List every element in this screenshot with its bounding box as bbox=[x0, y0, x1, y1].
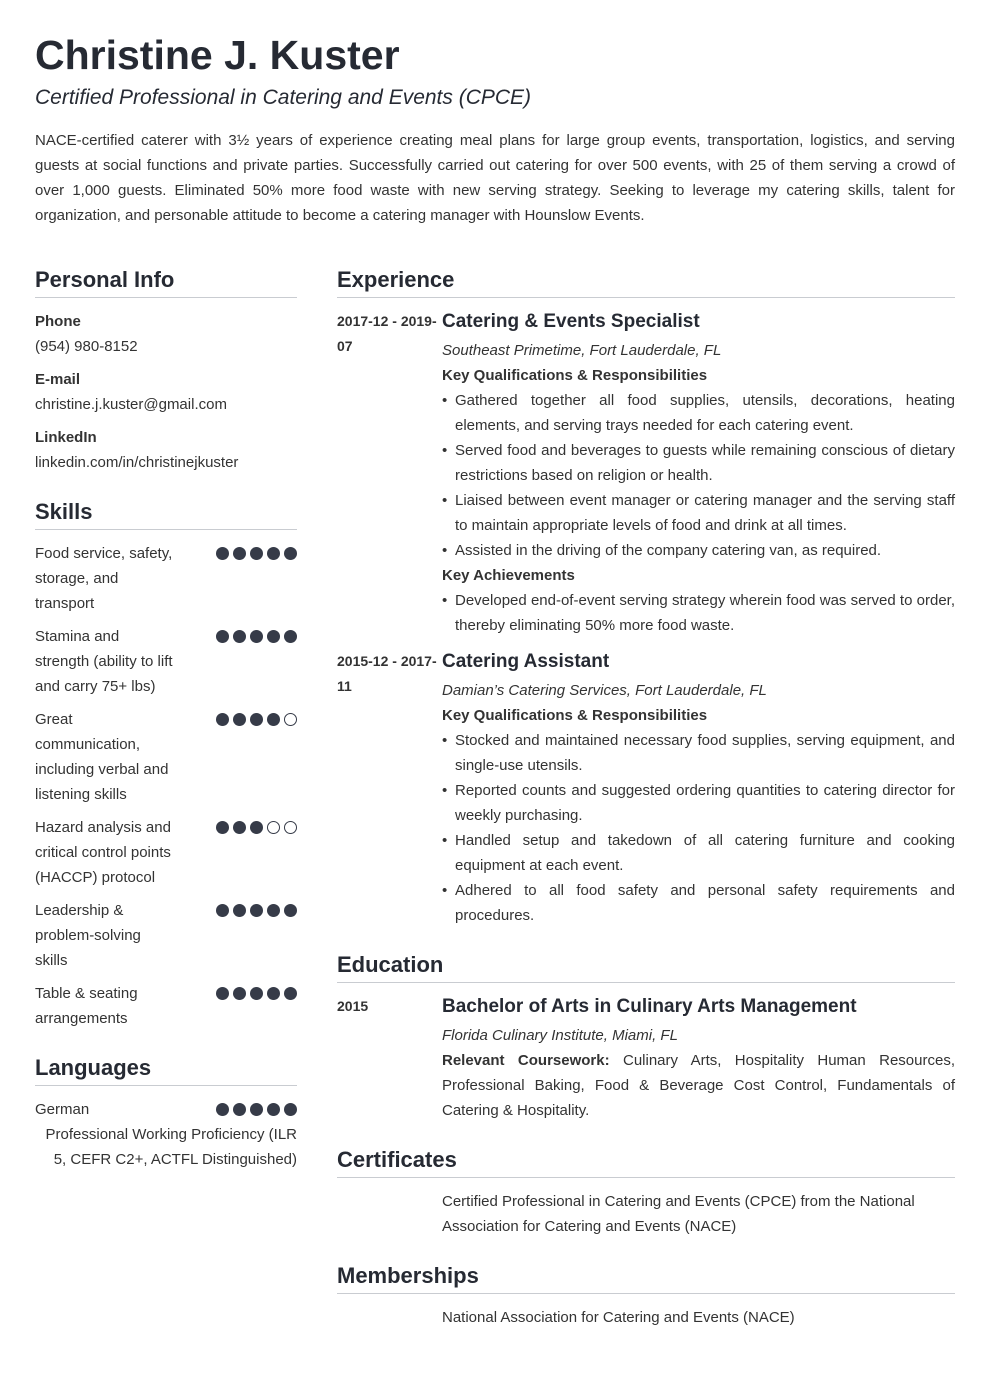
skill-item bbox=[35, 815, 297, 890]
filled-dot-icon bbox=[284, 547, 297, 560]
info-value: linkedin.com/in/christinejkuster bbox=[35, 454, 239, 471]
membership: National Association for Catering and Events (NACE) bbox=[442, 1309, 795, 1326]
personal-info-section bbox=[35, 265, 297, 475]
coursework-label: Relevant Coursework: bbox=[442, 1052, 610, 1069]
filled-dot-icon bbox=[250, 904, 263, 917]
filled-dot-icon bbox=[216, 713, 229, 726]
rating-dots bbox=[216, 541, 297, 561]
section-heading: Personal Info bbox=[35, 265, 297, 298]
filled-dot-icon bbox=[250, 547, 263, 560]
info-value: (954) 980-8152 bbox=[35, 338, 138, 355]
bullet-item: • Served food and beverages to guests while remaining conscious of dietary restrictions based on religion or health. bbox=[442, 438, 955, 488]
memberships-section bbox=[337, 1261, 955, 1330]
summary: NACE-certified caterer with 3½ years of experience creating meal plans for large group events, transportation, logistics, and serving guests at social functions and private parties. Successfully carried out catering for over 500 events, with 25 of them serving a crowd of over 1,000 guests. Eliminated 50% more food waste with new serving strategy. Seeking to leverage my catering skills, talent for organization, and personable attitude to become a catering manager with Hounslow Events. bbox=[35, 132, 955, 224]
bullet-item: • Developed end-of-event serving strategy wherein food was served to order, thereby eliminating 50% more food waste. bbox=[442, 588, 955, 638]
skill-item bbox=[35, 541, 297, 616]
degree: Bachelor of Arts in Culinary Arts Management bbox=[442, 996, 857, 1017]
filled-dot-icon bbox=[233, 713, 246, 726]
subheading: Key Qualifications & Responsibilities bbox=[442, 367, 708, 384]
filled-dot-icon bbox=[250, 630, 263, 643]
skill-name: Table & seating arrangements bbox=[35, 985, 138, 1027]
skill-name: Food service, safety, storage, and transport bbox=[35, 545, 173, 612]
filled-dot-icon bbox=[216, 987, 229, 1000]
experience-section bbox=[337, 265, 955, 928]
rating-dots bbox=[216, 898, 297, 918]
filled-dot-icon bbox=[233, 547, 246, 560]
languages-section bbox=[35, 1053, 297, 1172]
certificate: Certified Professional in Catering and Events (CPCE) from the National Association for Catering and Events (NACE) bbox=[442, 1193, 915, 1235]
responsibilities-list bbox=[442, 388, 955, 563]
bullet-item: • Reported counts and suggested ordering quantities to catering director for weekly purchasing. bbox=[442, 778, 955, 828]
job-company: Damian’s Catering Services, Fort Lauderdale, FL bbox=[442, 682, 767, 699]
job-date: 2017-12 - 2019-07 bbox=[337, 313, 437, 354]
language-proficiency: Professional Working Proficiency (ILR 5, CEFR C2+, ACTFL Distinguished) bbox=[45, 1126, 297, 1168]
bullet-item: • Gathered together all food supplies, utensils, decorations, heating elements, and serving trays needed for each catering event. bbox=[442, 388, 955, 438]
rating-dots bbox=[216, 815, 297, 835]
job-role: Catering & Events Specialist bbox=[442, 311, 700, 332]
skill-name: Hazard analysis and critical control points (HACCP) protocol bbox=[35, 819, 171, 886]
education-section bbox=[337, 950, 955, 1123]
filled-dot-icon bbox=[233, 821, 246, 834]
filled-dot-icon bbox=[216, 904, 229, 917]
bullet-item: • Liaised between event manager or catering manager and the serving staff to maintain appropriate levels of food and drink at all times. bbox=[442, 488, 955, 538]
right-column bbox=[337, 265, 955, 1352]
candidate-name: Christine J. Kuster bbox=[35, 32, 400, 78]
language-item bbox=[35, 1097, 297, 1122]
personal-info-item bbox=[35, 367, 297, 417]
empty-dot-icon bbox=[284, 713, 297, 726]
section-heading: Certificates bbox=[337, 1145, 955, 1178]
filled-dot-icon bbox=[216, 547, 229, 560]
personal-info-item bbox=[35, 309, 297, 359]
skill-name: Stamina and strength (ability to lift and carry 75+ lbs) bbox=[35, 628, 173, 695]
subheading: Key Qualifications & Responsibilities bbox=[442, 707, 708, 724]
skill-item bbox=[35, 707, 297, 807]
job-body bbox=[442, 649, 955, 928]
school: Florida Culinary Institute, Miami, FL bbox=[442, 1027, 678, 1044]
filled-dot-icon bbox=[250, 987, 263, 1000]
bullet-item: • Stocked and maintained necessary food supplies, serving equipment, and single-use utensils. bbox=[442, 728, 955, 778]
filled-dot-icon bbox=[250, 713, 263, 726]
achievements-list bbox=[442, 588, 955, 638]
rating-dots bbox=[216, 1097, 297, 1117]
info-label: E-mail bbox=[35, 371, 81, 388]
skills-section bbox=[35, 497, 297, 1031]
filled-dot-icon bbox=[233, 630, 246, 643]
filled-dot-icon bbox=[284, 1103, 297, 1116]
filled-dot-icon bbox=[216, 630, 229, 643]
resume-header bbox=[35, 30, 955, 228]
rating-dots bbox=[216, 981, 297, 1001]
empty-dot-icon bbox=[267, 821, 280, 834]
left-column bbox=[35, 265, 297, 1194]
job-date: 2015-12 - 2017-11 bbox=[337, 653, 437, 694]
empty-dot-icon bbox=[284, 821, 297, 834]
filled-dot-icon bbox=[284, 904, 297, 917]
personal-info-item bbox=[35, 425, 297, 475]
bullet-item: • Handled setup and takedown of all catering furniture and cooking equipment at each event. bbox=[442, 828, 955, 878]
skill-name: Great communication, including verbal and listening skills bbox=[35, 711, 169, 803]
rating-dots bbox=[216, 707, 297, 727]
filled-dot-icon bbox=[250, 1103, 263, 1116]
filled-dot-icon bbox=[233, 904, 246, 917]
subheading: Key Achievements bbox=[442, 567, 575, 584]
skill-item bbox=[35, 624, 297, 699]
section-heading: Education bbox=[337, 950, 955, 983]
education-date: 2015 bbox=[337, 998, 369, 1014]
filled-dot-icon bbox=[284, 987, 297, 1000]
info-value: christine.j.kuster@gmail.com bbox=[35, 396, 227, 413]
education-entry bbox=[337, 994, 955, 1123]
filled-dot-icon bbox=[267, 1103, 280, 1116]
skill-item bbox=[35, 898, 297, 973]
filled-dot-icon bbox=[216, 821, 229, 834]
info-label: LinkedIn bbox=[35, 429, 97, 446]
candidate-title: Certified Professional in Catering and Events (CPCE) bbox=[35, 86, 532, 109]
filled-dot-icon bbox=[267, 904, 280, 917]
job-company: Southeast Primetime, Fort Lauderdale, FL bbox=[442, 342, 722, 359]
responsibilities-list bbox=[442, 728, 955, 928]
filled-dot-icon bbox=[250, 821, 263, 834]
filled-dot-icon bbox=[267, 713, 280, 726]
section-heading: Experience bbox=[337, 265, 955, 298]
section-heading: Skills bbox=[35, 497, 297, 530]
job-body bbox=[442, 309, 955, 638]
section-heading: Languages bbox=[35, 1053, 297, 1086]
filled-dot-icon bbox=[233, 1103, 246, 1116]
bullet-item: • Adhered to all food safety and personal safety requirements and procedures. bbox=[442, 878, 955, 928]
info-label: Phone bbox=[35, 313, 81, 330]
job-role: Catering Assistant bbox=[442, 651, 610, 672]
filled-dot-icon bbox=[216, 1103, 229, 1116]
filled-dot-icon bbox=[267, 987, 280, 1000]
filled-dot-icon bbox=[267, 630, 280, 643]
section-heading: Memberships bbox=[337, 1261, 955, 1294]
filled-dot-icon bbox=[267, 547, 280, 560]
filled-dot-icon bbox=[284, 630, 297, 643]
filled-dot-icon bbox=[233, 987, 246, 1000]
rating-dots bbox=[216, 624, 297, 644]
coursework: Culinary Arts, Hospitality Human Resources, Professional Baking, Food & Beverage Cost Control, Fundamentals of Catering & Hospitality. bbox=[442, 1052, 955, 1119]
skill-name: Leadership & problem-solving skills bbox=[35, 902, 141, 969]
skill-item bbox=[35, 981, 297, 1031]
job-entry bbox=[337, 309, 955, 638]
language-name: German bbox=[35, 1101, 90, 1118]
certificates-section bbox=[337, 1145, 955, 1239]
job-entry bbox=[337, 649, 955, 928]
bullet-item: • Assisted in the driving of the company catering van, as required. bbox=[442, 538, 955, 563]
